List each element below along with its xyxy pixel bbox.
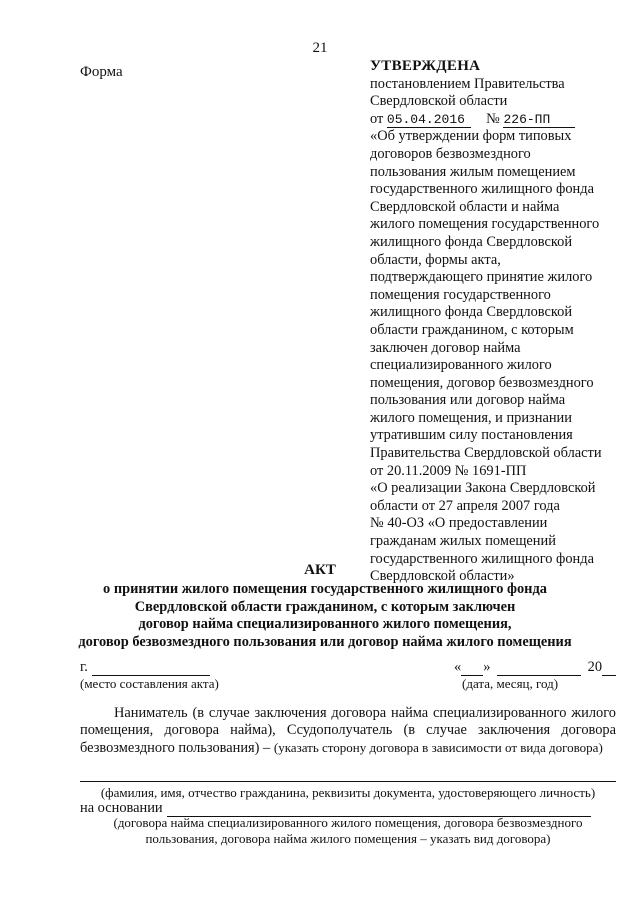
date-row bbox=[454, 659, 616, 676]
approval-text-line: № 40-ОЗ «О предоставлении bbox=[370, 515, 548, 532]
paragraph-tail: (указать сторону договора в зависимости от вида договора) bbox=[273, 740, 603, 755]
fio-caption: (фамилия, имя, отчество гражданина, реквизиты документа, удостоверяющего личность) bbox=[100, 785, 596, 800]
approval-text-line: государственного жилищного фонда bbox=[370, 181, 594, 198]
date-caption: (дата, месяц, год) bbox=[462, 676, 559, 691]
approval-text-line: области от 27 апреля 2007 года bbox=[370, 497, 560, 514]
approval-text-line: Свердловской области и найма bbox=[370, 198, 560, 215]
approval-text-line: «Об утверждении форм типовых bbox=[370, 128, 572, 145]
place-caption: (место составления акта) bbox=[80, 676, 219, 691]
form-label: Форма bbox=[80, 64, 123, 80]
basis-caption bbox=[80, 815, 616, 847]
act-subtitle-line: о принятии жилого помещения государственного жилищного фонда bbox=[103, 581, 547, 597]
basis-caption-line: пользования, договора найма жилого помещения – указать вид договора) bbox=[145, 831, 551, 846]
approval-text-line: заключен договор найма bbox=[370, 339, 521, 356]
approval-text-line: пользования или договор найма bbox=[370, 392, 566, 409]
month-blank[interactable] bbox=[497, 663, 581, 676]
basis-label: на основании bbox=[80, 800, 163, 816]
city-prefix: г. bbox=[80, 659, 88, 675]
approval-text bbox=[370, 128, 620, 585]
number-prefix: № bbox=[486, 110, 500, 127]
approval-text-line: жилого помещения государственного bbox=[370, 216, 600, 233]
approval-text-line: жилого помещения, и признании bbox=[370, 409, 572, 426]
approval-text-line: помещения государственного bbox=[370, 286, 551, 303]
place-row bbox=[80, 659, 210, 676]
fio-blank-line[interactable] bbox=[80, 781, 616, 782]
approval-text-line: жилищного фонда Свердловской bbox=[370, 304, 573, 321]
approval-text-line: от 20.11.2009 № 1691-ПП bbox=[370, 462, 527, 479]
paragraph-main: Наниматель (в случае заключения договора найма специализированного жилого помещения, договора найма), Ссудополучатель (в случае заключения договора безвозмездного пользования) – bbox=[80, 705, 616, 756]
approval-text-line: утратившим силу постановления bbox=[370, 427, 573, 444]
approval-text-line: области гражданином, с которым bbox=[370, 321, 574, 338]
basis-caption-line: (договора найма специализированного жилого помещения, договора безвозмездного bbox=[113, 815, 583, 830]
approval-text-line: специализированного жилого bbox=[370, 357, 552, 374]
year-blank[interactable] bbox=[602, 663, 616, 676]
act-title: АКТ bbox=[304, 562, 336, 578]
close-quote: » bbox=[483, 659, 491, 675]
approval-text-line: пользования жилым помещением bbox=[370, 163, 576, 180]
parties-paragraph bbox=[80, 705, 616, 757]
open-quote: « bbox=[454, 659, 462, 675]
approval-title: УТВЕРЖДЕНА bbox=[370, 58, 481, 74]
approval-text-line: государственного жилищного фонда bbox=[370, 550, 594, 567]
approval-line: постановлением Правительства bbox=[370, 75, 565, 92]
approval-text-line: помещения, договор безвозмездного bbox=[370, 374, 594, 391]
approval-block bbox=[370, 58, 620, 586]
approval-text-line: «О реализации Закона Свердловской bbox=[370, 480, 596, 497]
act-subtitle-line: договор найма специализированного жилого помещения, bbox=[138, 616, 512, 633]
date-prefix: от bbox=[370, 110, 384, 127]
act-subtitle-line: договор безвозмездного пользования или договор найма жилого помещения bbox=[78, 633, 572, 650]
year-prefix: 20 bbox=[587, 659, 603, 675]
approval-text-line: Правительства Свердловской области bbox=[370, 445, 602, 462]
approval-text-line: гражданам жилых помещений bbox=[370, 533, 556, 550]
approval-number: 226-ПП bbox=[503, 113, 575, 128]
approval-text-line: договоров безвозмездного bbox=[370, 145, 531, 162]
approval-line: Свердловской области bbox=[370, 93, 508, 110]
place-blank[interactable] bbox=[92, 663, 210, 676]
day-blank[interactable] bbox=[461, 663, 483, 676]
approval-text-line: области, формы акта, bbox=[370, 251, 501, 268]
approval-text-line: Свердловской области» bbox=[370, 568, 515, 585]
approval-date: 05.04.2016 bbox=[387, 113, 471, 128]
act-subtitle-line: Свердловской области гражданином, с которым заключен bbox=[134, 598, 516, 615]
approval-text-line: жилищного фонда Свердловской bbox=[370, 233, 573, 250]
approval-text-line: подтверждающего принятие жилого bbox=[370, 269, 593, 286]
page-number: 21 bbox=[312, 40, 328, 56]
act-subtitle bbox=[60, 581, 590, 651]
approval-date-line bbox=[370, 111, 620, 129]
